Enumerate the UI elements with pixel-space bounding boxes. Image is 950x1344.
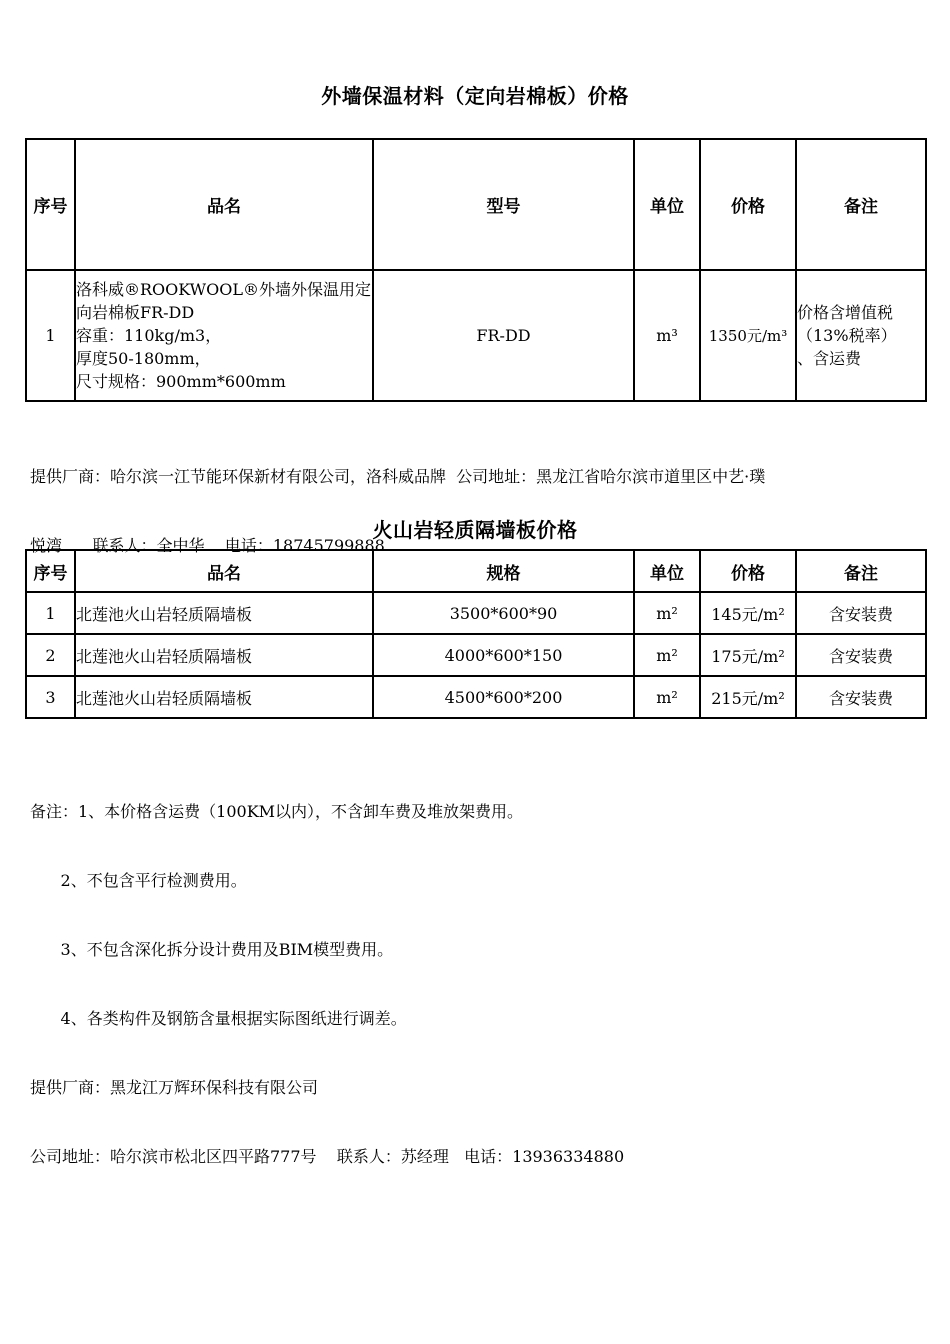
cell-no: 2 bbox=[26, 634, 75, 676]
cell-no: 1 bbox=[26, 270, 75, 401]
section1-table bbox=[25, 138, 927, 402]
section2-title: 火山岩轻质隔墙板价格 bbox=[372, 518, 578, 542]
cell-name bbox=[75, 270, 373, 401]
cell-name: 北莲池火山岩轻质隔墙板 bbox=[75, 676, 373, 718]
header-name: 品名 bbox=[75, 550, 373, 592]
name-line: 厚度50-180mm， bbox=[76, 349, 211, 368]
cell-remark: 含安装费 bbox=[796, 592, 926, 634]
cell-unit: m² bbox=[634, 592, 700, 634]
cell-remark bbox=[796, 270, 926, 401]
cell-price: 145元/m² bbox=[700, 592, 796, 634]
cell-unit: m³ bbox=[634, 270, 700, 401]
header-model: 型号 bbox=[373, 139, 634, 270]
cell-price: 1350元/m³ bbox=[700, 270, 796, 401]
note-line: 3、不包含深化拆分设计费用及BIM模型费用。 bbox=[30, 940, 394, 959]
section1-header-row bbox=[26, 139, 926, 270]
note-line: 4、各类构件及钢筋含量根据实际图纸进行调差。 bbox=[30, 1009, 407, 1028]
header-price: 价格 bbox=[700, 139, 796, 270]
cell-price: 175元/m² bbox=[700, 634, 796, 676]
cell-remark: 含安装费 bbox=[796, 676, 926, 718]
remark-line: 、含运费 bbox=[797, 349, 862, 368]
name-line: 向岩棉板FR-DD bbox=[76, 303, 195, 322]
section2-header-row bbox=[26, 550, 926, 592]
remark-line: （13%税率） bbox=[797, 326, 897, 345]
cell-no: 3 bbox=[26, 676, 75, 718]
header-spec: 规格 bbox=[373, 550, 634, 592]
cell-no: 1 bbox=[26, 592, 75, 634]
cell-remark: 含安装费 bbox=[796, 634, 926, 676]
supplier-line: 提供厂商：黑龙江万辉环保科技有限公司 bbox=[30, 1078, 319, 1097]
cell-spec: 3500*600*90 bbox=[373, 592, 634, 634]
table-row bbox=[26, 592, 926, 634]
note-line: 2、不包含平行检测费用。 bbox=[30, 871, 247, 890]
table-row bbox=[26, 270, 926, 401]
section1-title: 外墙保温材料（定向岩棉板）价格 bbox=[321, 84, 629, 108]
name-line: 容重：110kg/m3， bbox=[76, 326, 222, 345]
cell-name: 北莲池火山岩轻质隔墙板 bbox=[75, 634, 373, 676]
notes-block bbox=[30, 754, 930, 1214]
supplier-line: 悦湾 联系人：全中华 电话：18745799888 bbox=[30, 536, 385, 555]
cell-unit: m² bbox=[634, 676, 700, 718]
header-no: 序号 bbox=[26, 139, 75, 270]
name-line: 洛科威®ROOKWOOL®外墙外保温用定 bbox=[76, 280, 371, 299]
supplier-line: 提供厂商：哈尔滨一江节能环保新材有限公司，洛科威品牌 公司地址：黑龙江省哈尔滨市道里区中艺·璞 bbox=[30, 467, 766, 486]
header-unit: 单位 bbox=[634, 550, 700, 592]
cell-spec: 4500*600*200 bbox=[373, 676, 634, 718]
header-remark: 备注 bbox=[796, 139, 926, 270]
note-line: 备注：1、本价格含运费（100KM以内），不含卸车费及堆放架费用。 bbox=[30, 802, 524, 821]
remark-line: 价格含增值税 bbox=[797, 303, 894, 322]
cell-spec: 4000*600*150 bbox=[373, 634, 634, 676]
cell-name: 北莲池火山岩轻质隔墙板 bbox=[75, 592, 373, 634]
header-remark: 备注 bbox=[796, 550, 926, 592]
cell-unit: m² bbox=[634, 634, 700, 676]
header-unit: 单位 bbox=[634, 139, 700, 270]
section2-table bbox=[25, 549, 927, 719]
address-line: 公司地址：哈尔滨市松北区四平路777号 联系人：苏经理 电话：13936334880 bbox=[30, 1147, 625, 1166]
header-no: 序号 bbox=[26, 550, 75, 592]
table-row bbox=[26, 634, 926, 676]
table-row bbox=[26, 676, 926, 718]
header-name: 品名 bbox=[75, 139, 373, 270]
cell-price: 215元/m² bbox=[700, 676, 796, 718]
header-price: 价格 bbox=[700, 550, 796, 592]
cell-model: FR-DD bbox=[373, 270, 634, 401]
name-line: 尺寸规格：900mm*600mm bbox=[76, 372, 286, 391]
